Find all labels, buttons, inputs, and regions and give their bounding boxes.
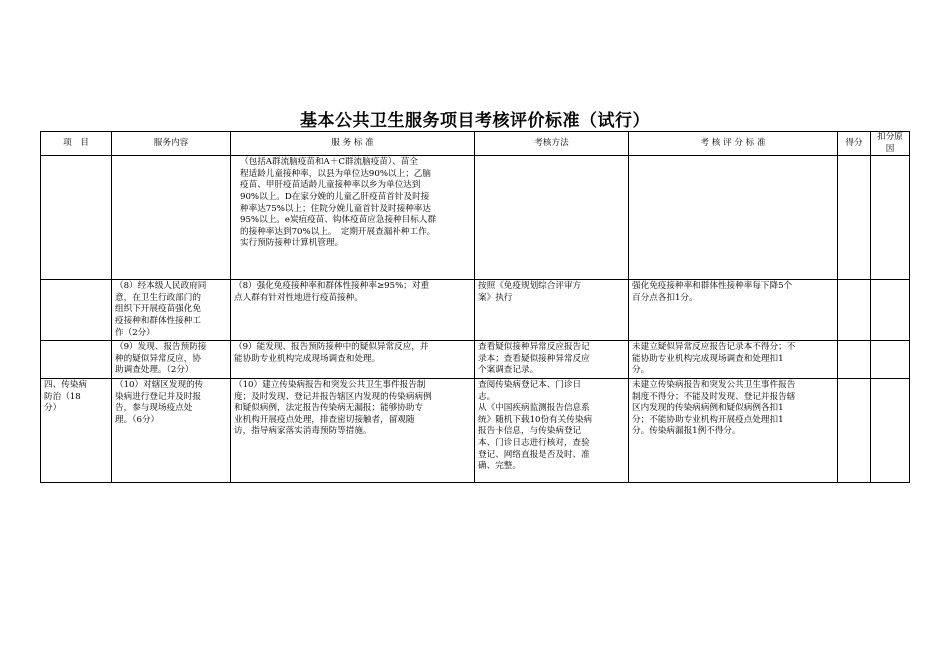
cell-method: 查看疑似接种异常反应报告记 录本；查看疑似接种异常反应 个案调查记录。 — [475, 341, 629, 379]
cell-score — [838, 156, 871, 280]
header-score: 得分 — [838, 132, 871, 156]
cell-scoring: 强化免疫接种率和群体性接种率每下降5个 百分点各扣1分。 — [629, 280, 838, 341]
cell-reason — [871, 378, 910, 482]
cell-score — [838, 378, 871, 482]
cell-reason — [871, 280, 910, 341]
cell-method: 查阅传染病登记本、门诊日 志。 从《中国疾病监测报告信息系 统》随机下载10份有关传染病 报告卡信息，与传染病登记 本、门诊日志进行核对，查验 登记、网络直报是否及时、准 确、完整。 — [475, 378, 629, 482]
header-assessment-method: 考核方法 — [475, 132, 629, 156]
cell-reason — [871, 341, 910, 379]
cell-scoring — [629, 156, 838, 280]
cell-standard: （包括A群流脑疫苗和A＋C群流脑疫苗）、苗全 程适龄儿童接种率，以县为单位达90%以上；乙脑 疫苗、甲肝疫苗适龄儿童接种率以乡为单位达到 90%以上。D在家分娩的儿童乙肝疫苗首针及时接 种率达75%以上；住院分娩儿童首针及时接种率达 95%以上。e炭疽疫苗、钩体疫苗应急接种目标人群 的接种率达到70%以上。 定期开展查漏补种工作。 实行预防接种计算机管理。 — [231, 156, 475, 280]
cell-method — [475, 156, 629, 280]
table-row — [41, 378, 910, 482]
cell-standard: （8）强化免疫接种率和群体性接种率≥95%；对重 点人群有针对性地进行疫苗接种。 — [231, 280, 475, 341]
cell-standard: （9）能发现、报告预防接种中的疑似异常反应，并 能协助专业机构完成现场调查和处理。 — [231, 341, 475, 379]
header-deduction-reason: 扣分原因 — [871, 132, 910, 156]
cell-standard: （10）建立传染病报告和突发公共卫生事件报告制 度；及时发现、登记并报告辖区内发现的传染病病例 和疑似病例，法定报告传染病无漏报；能够协助专 业机构开展疫点处理，排查密切接触者，留观随 访，指导病家落实消毒预防等措施。 — [231, 378, 475, 482]
header-item: 项 目 — [41, 132, 112, 156]
cell-content — [112, 156, 231, 280]
cell-item — [41, 156, 112, 280]
table-row — [41, 156, 910, 280]
cell-content: （10）对辖区发现的传 染病进行登记并及时报 告，参与现场疫点处 理。（6分） — [112, 378, 231, 482]
table-row — [41, 280, 910, 341]
header-service-content: 服务内容 — [112, 132, 231, 156]
cell-item — [41, 341, 112, 379]
table-row — [41, 341, 910, 379]
cell-content: （8）经本级人民政府同 意，在卫生行政部门的 组织下开展疫苗强化免 疫接种和群体性接种工 作（2分） — [112, 280, 231, 341]
table-header-row — [41, 132, 910, 156]
cell-item — [41, 280, 112, 341]
header-scoring-standard: 考 核 评 分 标 准 — [629, 132, 838, 156]
cell-score — [838, 341, 871, 379]
cell-scoring: 未建立疑似异常反应报告记录本不得分；不 能协助专业机构完成现场调查和处理扣1 分。 — [629, 341, 838, 379]
cell-content: （9）发现、报告预防接 种的疑似异常反应，协 助调查处理。（2分） — [112, 341, 231, 379]
cell-item: 四、传染病 防治（18 分） — [41, 378, 112, 482]
document-title: 基本公共卫生服务项目考核评价标准（试行） — [300, 111, 650, 131]
cell-score — [838, 280, 871, 341]
cell-reason — [871, 156, 910, 280]
cell-scoring: 未建立传染病报告和突发公共卫生事件报告 制度不得分；不能及时发现、登记并报告辖 区内发现的传染病病例和疑似病例各扣1 分；不能协助专业机构开展疫点处理扣1 分。传染病漏报1例不得分。 — [629, 378, 838, 482]
header-service-standard: 服 务 标 准 — [231, 132, 475, 156]
assessment-table — [40, 131, 910, 483]
cell-method: 按照《免疫规划综合评审方 案》执行 — [475, 280, 629, 341]
